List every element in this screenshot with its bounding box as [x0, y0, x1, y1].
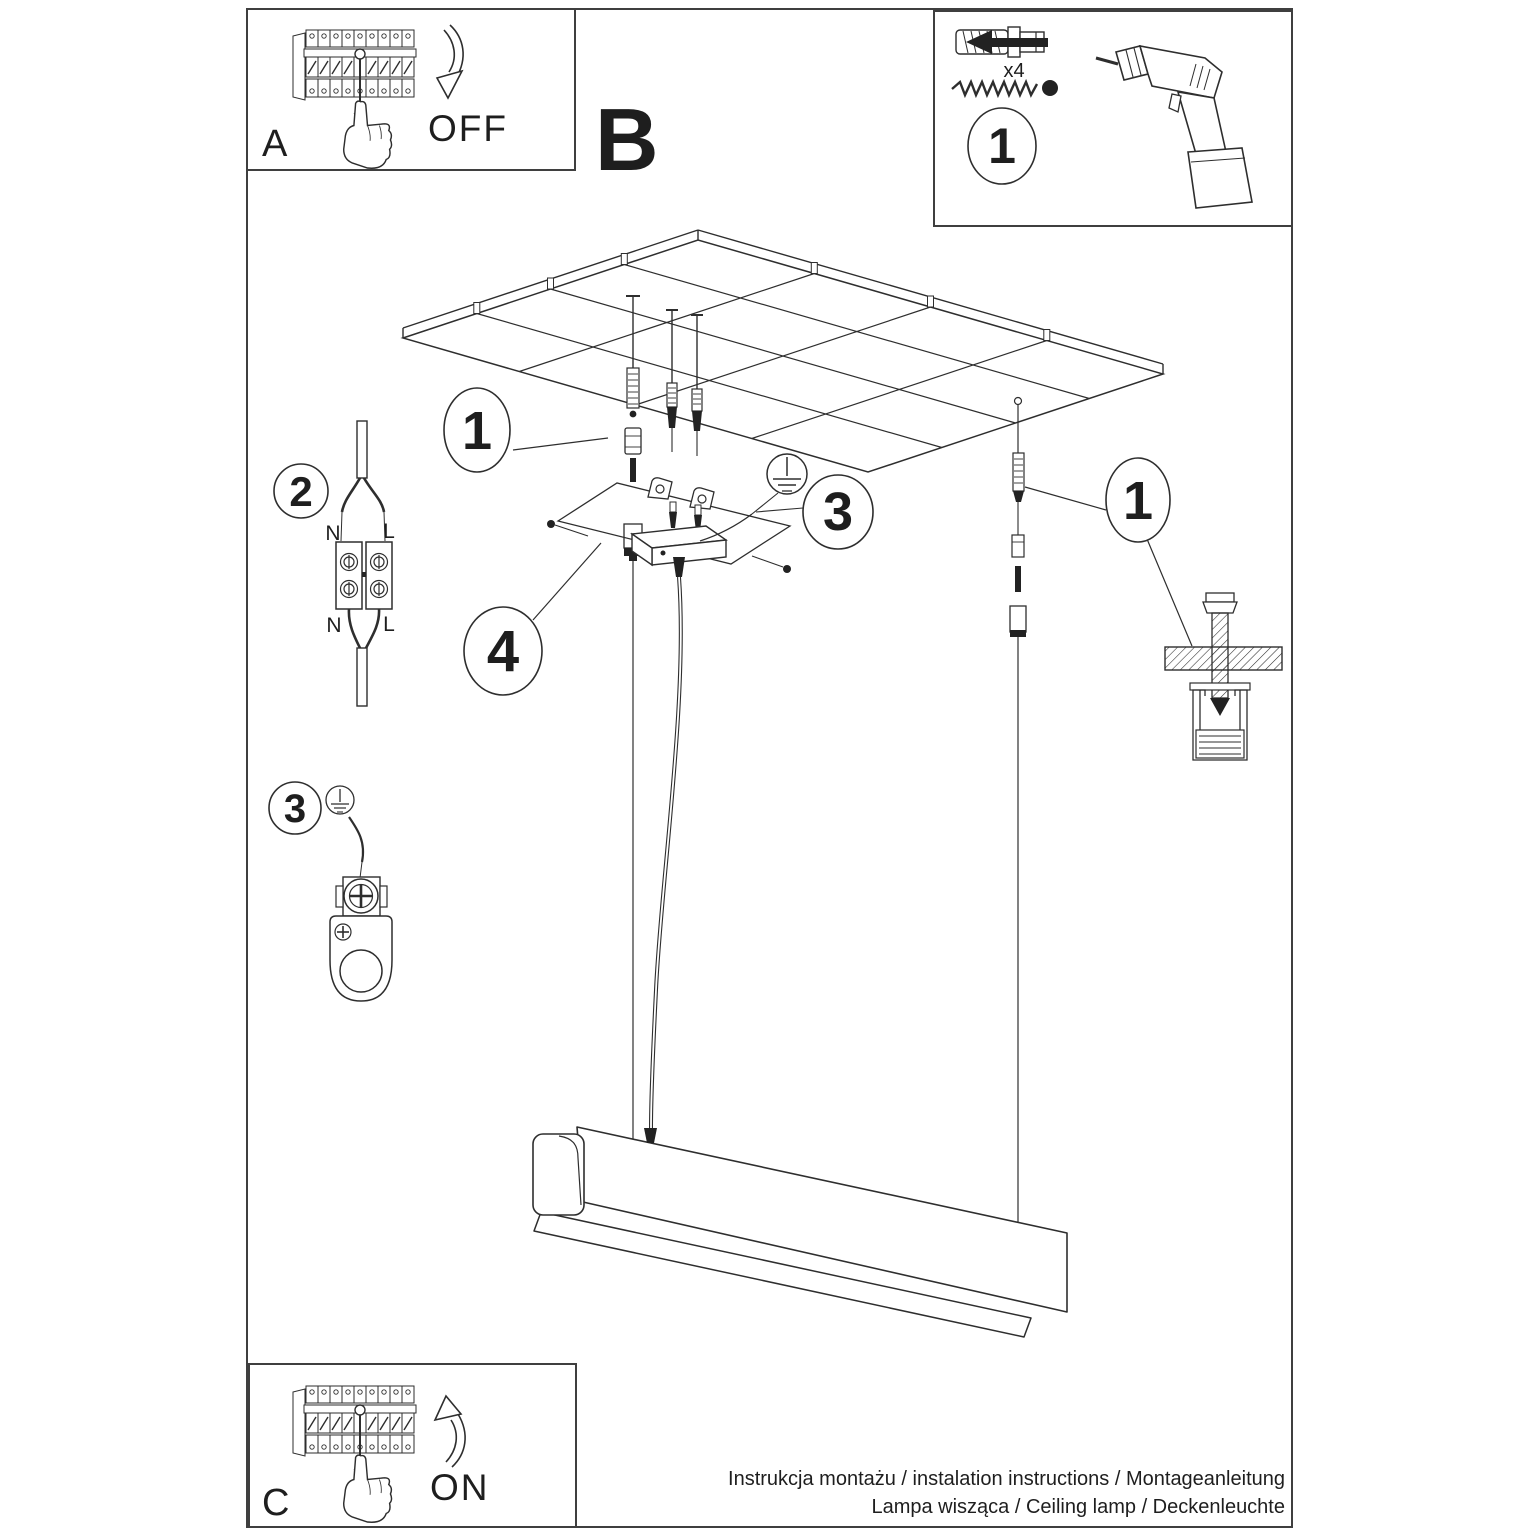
parts-quantity-label: x4 — [1003, 60, 1025, 82]
ground-symbol-icon — [767, 454, 807, 494]
anchor-cross-section — [1165, 593, 1282, 760]
screw-icon — [952, 80, 1058, 96]
breaker-panel-icon — [293, 1386, 416, 1472]
panel-a-action-label: OFF — [428, 108, 508, 149]
pendant-lamp-bar — [533, 1127, 1067, 1337]
wire-neutral-top-label: N — [325, 522, 341, 545]
callout-step3-detail-number: 3 — [283, 787, 307, 831]
lamp-cord-grommet — [644, 1128, 657, 1143]
section-b-label: B — [595, 90, 659, 189]
footer-line2: Lampa wisząca / Ceiling lamp / Deckenleuchte — [871, 1496, 1285, 1518]
wire-live-bottom-label: L — [383, 613, 395, 636]
arrow-up-icon — [435, 1396, 465, 1467]
callout-step3 — [803, 475, 873, 549]
footer-caption — [728, 1468, 1285, 1518]
mounting-screw-middle — [666, 310, 678, 452]
power-cord — [651, 577, 681, 1128]
ground-clamp-detail — [269, 782, 392, 1001]
cord-strain-relief — [673, 557, 685, 577]
ground-symbol-small-icon — [326, 786, 354, 814]
callout-step2-number: 2 — [289, 468, 313, 515]
suspension-column-right — [1010, 398, 1026, 1226]
wall-plug-icon — [956, 27, 1048, 57]
drill-icon — [1096, 46, 1252, 208]
arrow-down-icon — [437, 25, 463, 98]
callout-step2 — [274, 464, 328, 518]
callout-step1-right — [1025, 458, 1192, 646]
panel-c-content — [262, 1386, 490, 1524]
footer-line1: Instrukcja montażu / instalation instructions / Montageanleitung — [728, 1468, 1285, 1490]
hanger-lug-right — [690, 488, 714, 509]
panel-a-content — [262, 25, 508, 168]
panel-c-label: C — [262, 1482, 290, 1524]
callout-step4 — [464, 543, 601, 695]
parts-box-content — [952, 27, 1252, 208]
pointing-hand-icon — [344, 101, 392, 168]
hanger-lug-left — [648, 478, 672, 499]
ceiling-grid — [403, 230, 1163, 472]
breaker-panel-icon — [293, 30, 416, 116]
wire-neutral-bottom-label: N — [326, 614, 342, 637]
callout-step1-left-number: 1 — [461, 401, 493, 461]
terminal-block-detail — [325, 421, 394, 706]
ceiling-canopy — [547, 478, 803, 577]
panel-a-label: A — [262, 123, 288, 165]
suspension-column-left — [624, 296, 642, 1139]
callout-step4-number: 4 — [486, 619, 520, 684]
wire-live-top-label: L — [383, 520, 395, 543]
callout-step1-right-number: 1 — [1122, 471, 1154, 531]
parts-step-number: 1 — [988, 118, 1016, 174]
pointing-hand-icon — [344, 1455, 392, 1522]
callout-step1-left — [444, 388, 608, 472]
panel-c-action-label: ON — [430, 1467, 490, 1508]
callout-step3-number: 3 — [822, 482, 854, 542]
